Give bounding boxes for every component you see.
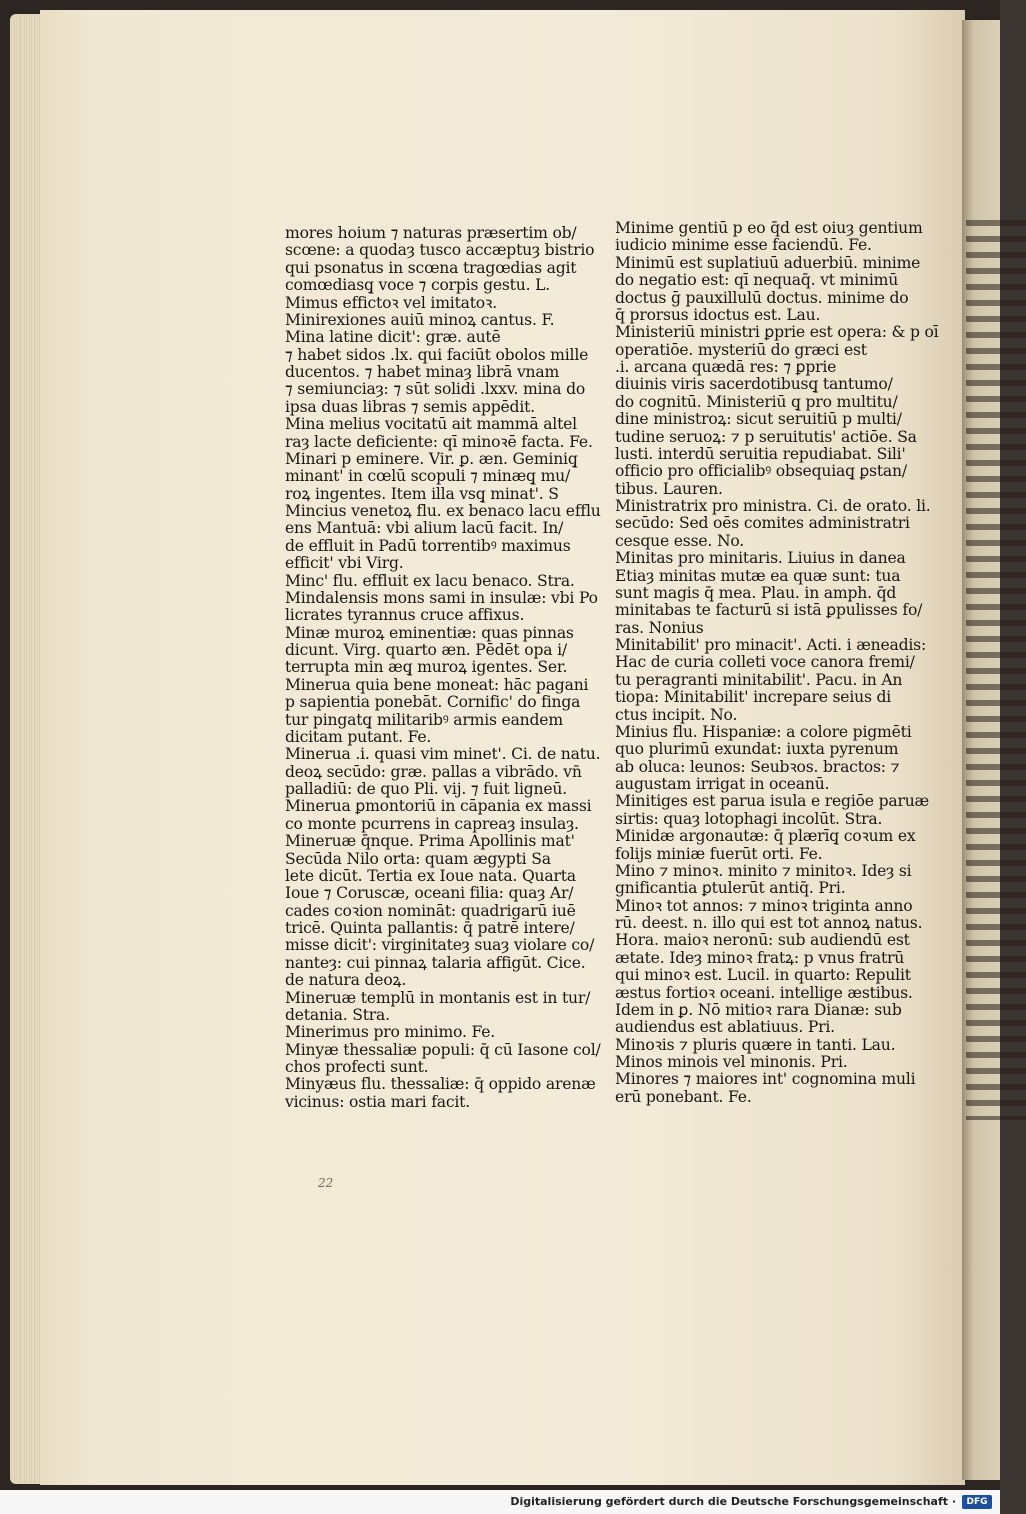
- right-column-line: tiopa: Minitabilit' increpare seius di: [615, 688, 892, 707]
- facing-page-edge: [962, 20, 1000, 1480]
- left-column-line: ens Mantuā: vbi alium lacū facit. In/: [285, 519, 564, 538]
- right-column-line: cesque esse. No.: [615, 531, 745, 550]
- left-column-line: Minerua quia bene moneat: hāc pagani: [285, 675, 589, 694]
- right-column-line: Idem in ꝑ. Nō mitioꝛ rara Dianæ: sub: [615, 1000, 902, 1019]
- left-column-line: de effluit in Padū torrentibꝰ maximus: [285, 536, 571, 555]
- left-column-line: ducentos. ⁊ habet minaȝ librā vnam: [285, 363, 560, 381]
- left-column-line: de natura deoꝝ.: [285, 971, 407, 990]
- right-column-line: tibus. Lauren.: [615, 479, 723, 498]
- left-column-line: mores hoium ⁊ naturas præsertim ob/: [285, 224, 577, 242]
- left-column-line: qui psonatus in scœna tragœdias agit: [285, 258, 577, 277]
- right-column-line: rū. deest. n. illo qui est tot annoꝝ natus.: [615, 914, 923, 932]
- right-column-line: Minidæ argonautæ: q̄ plærīq̧ coꝛum ex: [615, 827, 916, 846]
- left-column-line: p sapientia ponebāt. Cornific' do finga: [285, 693, 581, 712]
- right-column-line: ras. Nonius: [615, 618, 704, 637]
- left-column-line: comœdiasq̧ voce ⁊ corpis gestu. L.: [285, 276, 551, 295]
- left-column-line: raȝ lacte deficiente: qī minoꝛē facta. Fe.: [285, 432, 593, 451]
- right-column-line: gnificantia ꝑtulerūt antiq̄. Pri.: [615, 879, 846, 898]
- left-column-line: terrupta min æq̧ muroꝝ igentes. Ser.: [285, 658, 568, 677]
- right-column-line: folijs miniæ fuerūt orti. Fe.: [615, 844, 823, 863]
- right-column-line: diuinis viris sacerdotibusq̧ tantumo/: [615, 375, 893, 394]
- left-column-line: dicunt. Virg. quarto æn. Pēdēt opa i/: [285, 641, 567, 659]
- left-column-line: scœne: a quodaȝ tusco accæptuȝ bistrio: [285, 241, 595, 260]
- text-column-left: [285, 224, 601, 1111]
- facing-page-text-bleed: [966, 220, 1026, 1120]
- right-column-line: Minoꝛis ⁊ pluris quære in tanti. Lau.: [615, 1035, 896, 1054]
- left-column-line: Minc' flu. effluit ex lacu benaco. Stra.: [285, 571, 575, 590]
- right-column-line: sunt magis q̄ mea. Plau. in amph. q̄d: [615, 583, 897, 602]
- left-column-line: Minerimus pro minimo. Fe.: [285, 1023, 496, 1042]
- right-column-line: augustam irrigat in oceanū.: [615, 775, 830, 793]
- right-column-line: do negatio est: qī nequaq̄. vt minimū: [615, 271, 899, 290]
- left-column-line: Ioue ⁊ Coruscæ, oceani filia: quaȝ Ar/: [285, 884, 574, 903]
- right-column-line: audiendus est ablatiuus. Pri.: [615, 1018, 835, 1037]
- right-column-line: officio pro officialibꝰ obsequiaq̧ ꝑstan/: [615, 462, 907, 481]
- right-column-line: Minitabilit' pro minacit'. Acti. i æneadis:: [615, 636, 927, 654]
- text-column-right: [615, 219, 939, 1106]
- left-column-line: Mina latine dicit': græ. autē: [285, 328, 501, 347]
- left-column-line: Minerua ꝑmontoriū in cāpania ex massi: [285, 797, 592, 816]
- right-column-line: Minoꝛ tot annos: ⁊ minoꝛ triginta anno: [615, 896, 913, 915]
- credit-text: Digitalisierung gefördert durch die Deutsche Forschungsgemeinschaft ·: [510, 1495, 956, 1508]
- right-column-line: q̄ prorsus idoctus est. Lau.: [615, 305, 821, 324]
- right-column-line: Minime gentiū p eo q̄d est oiuȝ gentium: [615, 219, 923, 237]
- left-column-line: co monte pcurrens in capreaȝ insulaȝ.: [285, 814, 579, 833]
- right-column-line: Minitiges est parua isula e regiōe paruæ: [615, 792, 930, 811]
- left-column-line: Minari p eminere. Vir. ꝑ. æn. Geminiq̧: [285, 449, 578, 468]
- left-column-line: chos profecti sunt.: [285, 1058, 429, 1076]
- left-column-line: Mincius venetoꝝ flu. ex benaco lacu efflu: [285, 502, 601, 520]
- right-column-line: æstus fortioꝛ oceani. intellige æstibus.: [615, 983, 913, 1002]
- left-column-line: Minyæ thessaliæ populi: q̄ cū Iasone col/: [285, 1040, 601, 1059]
- left-column-line: licrates tyrannus cruce affixus.: [285, 606, 525, 625]
- right-column-line: Ministratrix pro ministra. Ci. de orato. li.: [615, 497, 931, 515]
- right-column-line: lusti. interdū seruitia repudiabat. Sili': [615, 444, 906, 463]
- left-column-line: nanteȝ: cui pinnaꝝ talaria affigūt. Cice.: [285, 953, 586, 972]
- left-column-line: tricē. Quinta pallantis: q̄ patrē intere/: [285, 919, 575, 937]
- right-column-line: .i. arcana quædā res: ⁊ ꝑprie: [615, 358, 837, 376]
- right-column-line: Mino ⁊ minoꝛ. minito ⁊ minitoꝛ. Ideȝ si: [615, 861, 912, 880]
- right-column-line: Hac de curia colleti voce canora fremi/: [615, 653, 915, 672]
- right-column-line: sirtis: quaȝ lotophagi incolūt. Stra.: [615, 809, 883, 828]
- right-column-line: ab oluca: leunos: Seubꝛos. bractos: ⁊: [615, 757, 900, 776]
- left-column-line: palladiū: de quo Pli. vij. ⁊ fuit ligneū.: [285, 780, 567, 798]
- left-column-line: deoꝝ secūdo: græ. pallas a vibrādo. vn̄: [285, 762, 582, 781]
- left-column-line: Minirexiones auiū minoꝝ cantus. F.: [285, 310, 555, 329]
- left-column-line: misse dicit': virginitateȝ suaȝ violare co/: [285, 936, 595, 955]
- left-column-line: minant' in cœlū scopuli ⁊ minæq̧ mu/: [285, 467, 571, 486]
- right-column-line: Etiaȝ minitas mutæ ea quæ sunt: tua: [615, 566, 901, 585]
- left-column-line: cades coꝛion nomināt: quadrigarū iuē: [285, 901, 576, 920]
- left-column-line: Mimus effictoꝛ vel imitatoꝛ.: [285, 293, 497, 312]
- left-column-line: Secūda Nilo orta: quam ægypti Sa: [285, 849, 551, 868]
- left-column-line: efficit' vbi Virg.: [285, 554, 404, 573]
- digitization-credit-bar: [0, 1490, 1000, 1514]
- left-column-line: ⁊ semiunciaȝ: ⁊ sūt solidi .lxxv. mina do: [285, 380, 586, 399]
- right-column-line: Minos minois vel minonis. Pri.: [615, 1053, 848, 1071]
- left-column-line: dicitam putant. Fe.: [285, 727, 432, 746]
- page-signature-mark: 22: [318, 1176, 334, 1190]
- left-column-line: Mina melius vocitatū ait mammā altel: [285, 415, 577, 434]
- left-column-line: Minæ muroꝝ eminentiæ: quas pinnas: [285, 623, 574, 642]
- right-column-line: erū ponebant. Fe.: [615, 1087, 752, 1106]
- right-column-line: secūdo: Sed oēs comites administratri: [615, 514, 910, 533]
- right-column-line: ætate. Ideȝ minoꝛ fratꝝ: p vnus fratrū: [615, 948, 905, 967]
- right-column-line: Hora. maioꝛ neronū: sub audiendū est: [615, 931, 910, 950]
- right-column-line: quo plurimū exundat: iuxta pyrenum: [615, 740, 899, 759]
- left-column-line: Mineruæ q̄nque. Prima Apollinis mat': [285, 832, 575, 851]
- right-column-line: Ministeriū ministri ꝑprie est opera: & p oī: [615, 323, 939, 342]
- left-column-line: detania. Stra.: [285, 1005, 390, 1024]
- right-column-line: tudine seruoꝝ: ⁊ p seruitutis' actiōe. Sa: [615, 427, 917, 446]
- dfg-logo: DFG: [962, 1495, 992, 1509]
- right-column-line: operatiōe. mysteriū do græci est: [615, 340, 867, 359]
- left-column-line: Mindalensis mons sami in insulæ: vbi Po: [285, 588, 598, 607]
- left-column-line: tur pingatq̧ militaribꝰ armis eandem: [285, 710, 563, 729]
- left-column-line: ipsa duas libras ⁊ semis appēdit.: [285, 397, 535, 416]
- left-column-line: vicinus: ostia mari facit.: [285, 1092, 471, 1111]
- right-column-line: Minitas pro minitaris. Liuius in danea: [615, 549, 906, 568]
- left-column-line: Minyæus flu. thessaliæ: q̄ oppido arenæ: [285, 1075, 596, 1094]
- right-column-line: iudicio minime esse faciendū. Fe.: [615, 236, 872, 255]
- right-column-line: Minimū est suplatiuū aduerbiū. minime: [615, 253, 921, 272]
- right-column-line: ctus incipit. No.: [615, 705, 738, 724]
- left-column-line: roꝝ ingentes. Item illa vsq̧ minat'. S: [285, 484, 559, 503]
- right-column-line: Minores ⁊ maiores int' cognomina muli: [615, 1070, 916, 1089]
- right-column-line: doctus ḡ pauxillulū doctus. minime do: [615, 288, 909, 307]
- right-column-line: minitabas te facturū si istā ꝑpulisses fo/: [615, 601, 923, 620]
- right-column-line: Minius flu. Hispaniæ: a colore pigmēti: [615, 722, 912, 741]
- right-column-line: tu peragranti minitabilit'. Pacu. in An: [615, 670, 903, 689]
- right-column-line: do cognitū. Ministeriū q̧ pro multitu/: [615, 392, 898, 411]
- left-column-line: ⁊ habet sidos .lx. qui faciūt obolos mille: [285, 345, 589, 364]
- right-column-line: dine ministroꝝ: sicut seruitiū p multi/: [615, 410, 902, 429]
- right-column-line: qui minoꝛ est. Lucil. in quarto: Repulit: [615, 966, 911, 985]
- left-column-line: Minerua .i. quasi vim minet'. Ci. de natu.: [285, 745, 601, 764]
- left-column-line: lete dicūt. Tertia ex Ioue nata. Quarta: [285, 866, 576, 885]
- left-column-line: Mineruæ templū in montanis est in tur/: [285, 988, 591, 1007]
